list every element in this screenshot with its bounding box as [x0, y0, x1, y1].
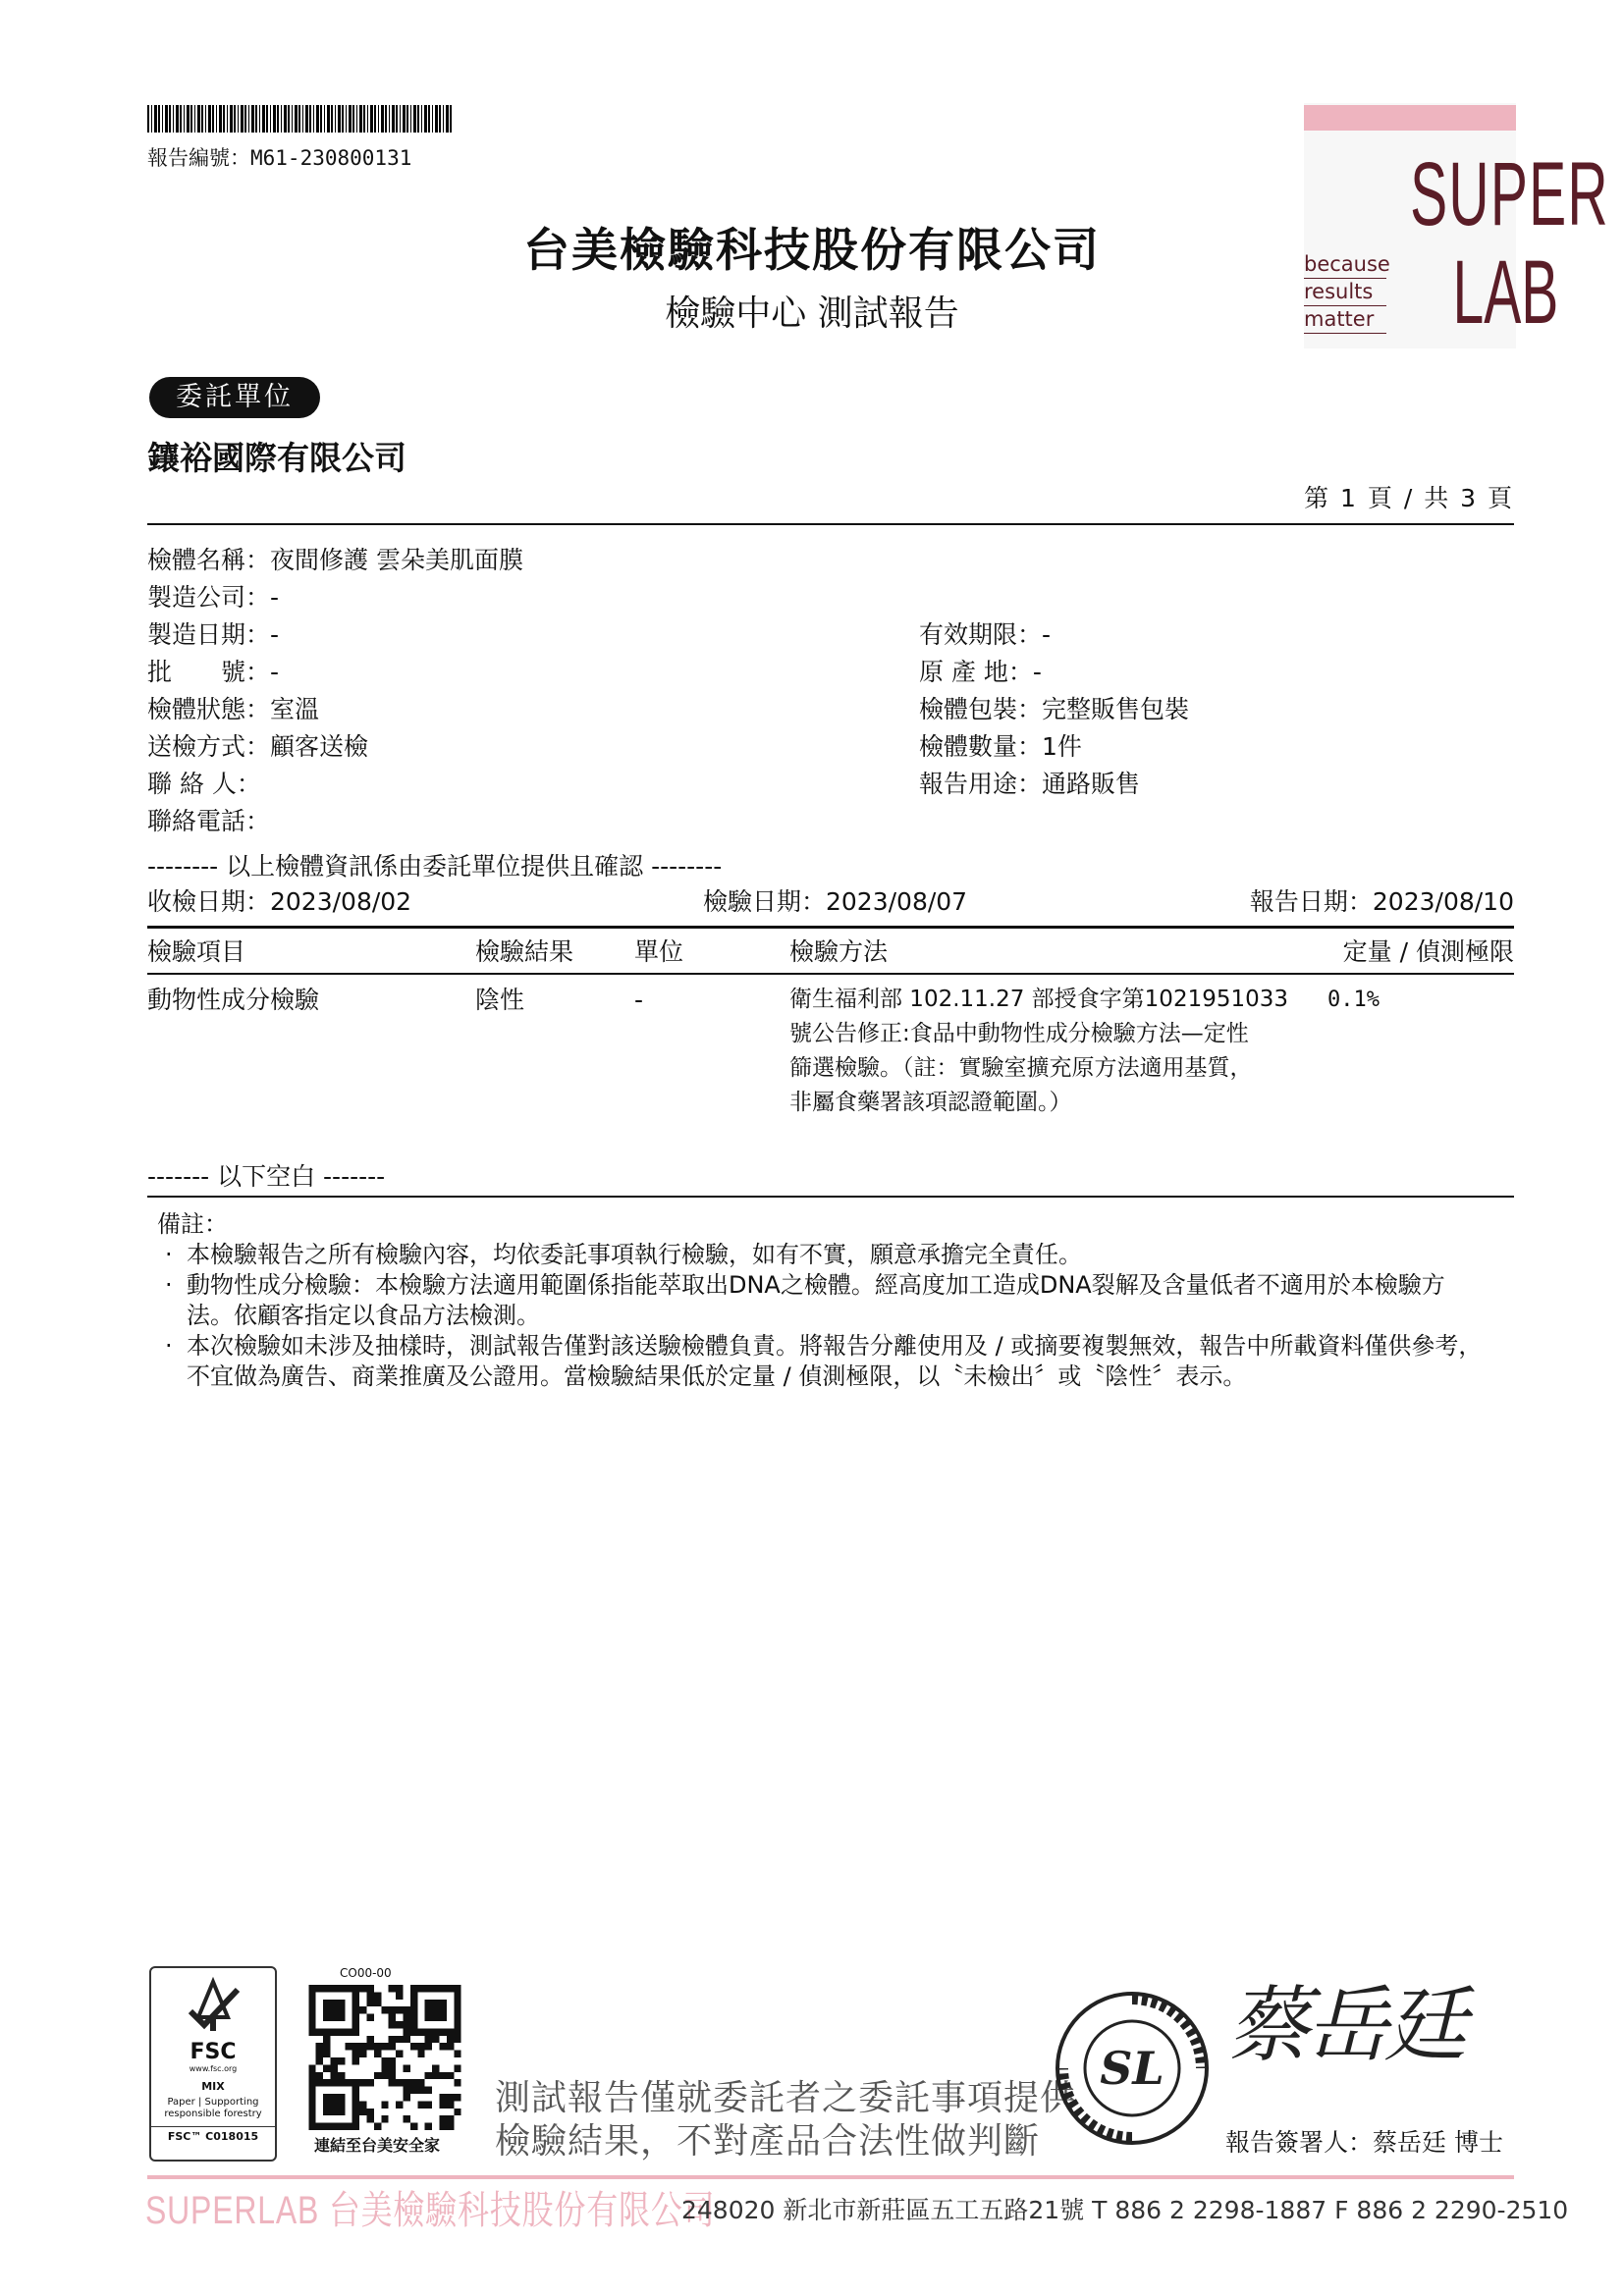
sample-batch: 批 號：-	[147, 658, 280, 686]
cell-unit: -	[634, 986, 644, 1014]
cell-result: 陰性	[475, 986, 525, 1014]
col-header-unit: 單位	[634, 931, 789, 974]
page-indicator: 第 1 頁 / 共 3 頁	[1304, 484, 1514, 512]
qr-label: 連結至台美安全家	[314, 2136, 441, 2155]
sample-manufacturer: 製造公司：-	[147, 583, 280, 612]
col-header-result: 檢驗結果	[475, 931, 634, 974]
fsc-logo: FSC www.fsc.org MIX Paper | Supporting responsible forestry FSC™ C018015	[149, 1966, 277, 2162]
cell-method: 衛生福利部 102.11.27 部授食字第1021951033 號公告修正:食品中動物性成分檢驗方法—定性 篩選檢驗。（註：實驗室擴充原方法適用基質， 非屬食藥署該項認證範圍。）	[789, 987, 1289, 1115]
note-item: · 本檢驗報告之所有檢驗內容，均依委託事項執行檢驗，如有不實，願意承擔完全責任。	[165, 1241, 1082, 1268]
table-header-row	[147, 931, 1514, 974]
company-title: 台美檢驗科技股份有限公司	[523, 224, 1101, 278]
notes-section	[157, 1209, 1512, 1392]
sample-phone: 聯絡電話：	[147, 807, 271, 835]
notes-rule	[147, 1196, 1514, 1198]
svg-text:SL: SL	[1100, 2042, 1164, 2095]
col-header-method: 檢驗方法	[789, 931, 1320, 974]
confirm-line: -------- 以上檢體資訊係由委託單位提供且確認 --------	[147, 852, 723, 881]
logo-pink-bar	[1304, 105, 1516, 131]
logo-tagline: because results matter	[1304, 251, 1386, 334]
legal-disclaimer: 測試報告僅就委託者之委託事項提供 檢驗結果，不對產品合法性做判斷	[495, 2078, 1077, 2162]
qr-code[interactable]	[308, 1985, 461, 2134]
note-item: · 本次檢驗如未涉及抽樣時，測試報告僅對該送驗檢體負責。將報告分離使用及 / 或摘要複製無效，報告中所載資料僅供參考，不宜做為廣告、商業推廣及公證用。當檢驗結果低於定量 / 偵測極限，以〝未檢出〞或〝陰性〞表示。	[165, 1332, 1483, 1390]
table-row	[147, 974, 1514, 1120]
tree-check-icon	[151, 1968, 275, 2037]
sample-packaging: 檢體包裝：完整販售包裝	[919, 695, 1190, 723]
blank-line: ------- 以下空白 -------	[147, 1162, 386, 1191]
col-header-limit: 定量 / 偵測極限	[1320, 931, 1514, 974]
results-table	[147, 931, 1514, 1120]
superlab-seal	[1053, 1989, 1212, 2152]
col-header-item: 檢驗項目	[147, 931, 475, 974]
cell-limit: 0.1%	[1327, 988, 1380, 1012]
cell-item: 動物性成分檢驗	[147, 986, 320, 1014]
qr-caption: CO00-00	[340, 1966, 392, 1980]
tested-date: 檢驗日期：2023/08/07	[703, 887, 968, 916]
sample-contact: 聯 絡 人：	[147, 770, 261, 798]
client-name: 鑲裕國際有限公司	[147, 439, 406, 477]
sample-expiry: 有效期限：-	[919, 620, 1052, 649]
notes-title: 備註：	[157, 1210, 228, 1238]
sample-purpose: 報告用途：通路販售	[919, 770, 1141, 798]
logo-super-text: SUPER	[1410, 144, 1609, 244]
footer-brand: SUPERLAB 台美檢驗科技股份有限公司	[145, 2189, 716, 2232]
report-barcode	[147, 105, 454, 133]
report-number: 報告編號：M61-230800131	[147, 146, 412, 170]
handwritten-signature: 蔡岳廷	[1227, 1977, 1464, 2073]
seal-icon	[1053, 1989, 1212, 2148]
sample-name: 檢體名稱：夜間修護 雲朵美肌面膜	[147, 546, 523, 574]
footer-band	[147, 2175, 1514, 2179]
client-badge: 委託單位	[149, 377, 320, 418]
received-date: 收檢日期：2023/08/02	[147, 887, 412, 916]
sample-delivery: 送檢方式：顧客送檢	[147, 732, 369, 761]
footer-address: 248020 新北市新莊區五工五路21號 T 886 2 2298-1887 F 886 2 2290-2510	[681, 2196, 1569, 2224]
note-item: · 動物性成分檢驗：本檢驗方法適用範圍係指能萃取出DNA之檢體。經高度加工造成DNA裂解及含量低者不適用於本檢驗方法。依顧客指定以食品方法檢測。	[165, 1271, 1445, 1329]
signer-caption: 報告簽署人：蔡岳廷 博士	[1225, 2128, 1503, 2157]
sample-quantity: 檢體數量：1件	[919, 732, 1082, 761]
table-top-rule	[147, 926, 1514, 929]
qr-code-icon	[308, 1985, 461, 2130]
sample-state: 檢體狀態：室溫	[147, 695, 320, 723]
sample-mfg-date: 製造日期：-	[147, 620, 280, 649]
report-date: 報告日期：2023/08/10	[1249, 887, 1514, 916]
divider	[147, 523, 1514, 525]
sample-origin: 原 產 地：-	[919, 658, 1042, 686]
logo-lab-text: LAB	[1452, 242, 1559, 343]
report-subtitle: 檢驗中心 測試報告	[665, 294, 959, 334]
